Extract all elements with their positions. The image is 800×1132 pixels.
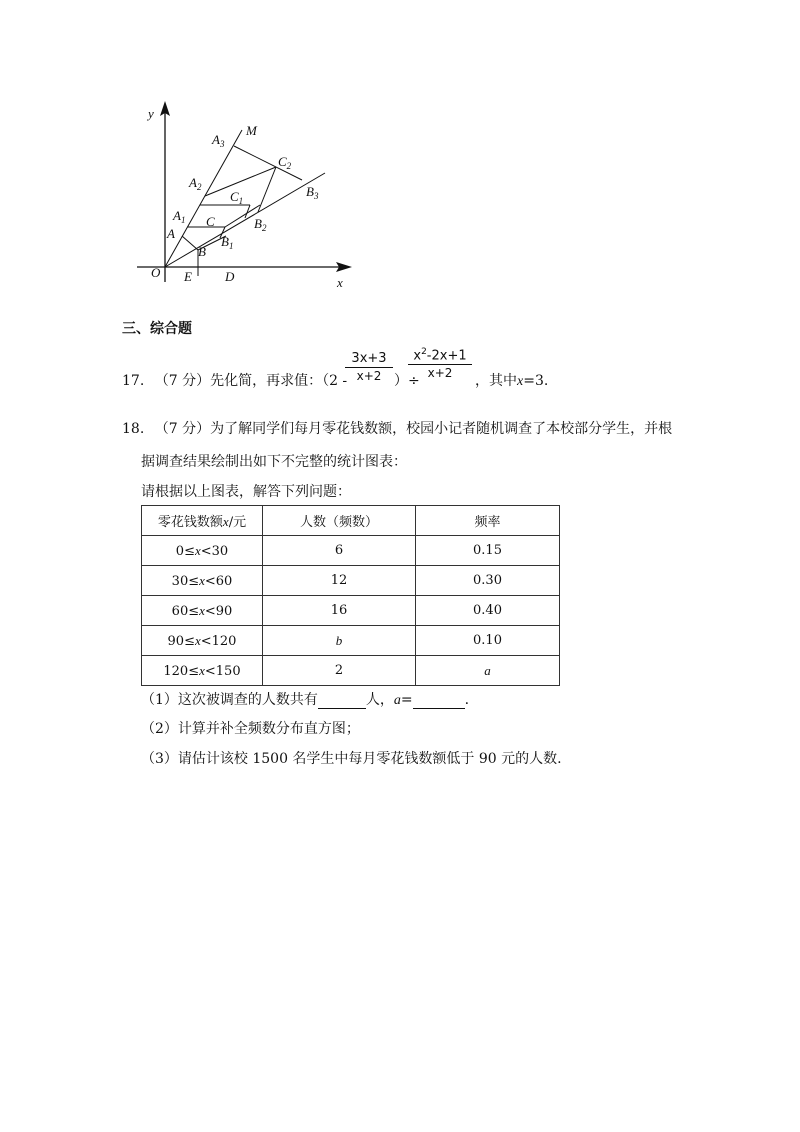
table-row <box>142 596 560 626</box>
fraction-1-denominator: x+2 <box>345 367 393 383</box>
fraction-2-numerator: $x^2-2x+1$ <box>413 347 467 364</box>
label-c2: $C_2$ <box>278 154 292 171</box>
table-row <box>142 626 560 656</box>
cell-range: 0≤x<30 <box>142 536 263 566</box>
seg-a2-link <box>205 167 276 196</box>
q17-text: 先化简，再求值： <box>210 373 323 389</box>
label-b2: $B_2$ <box>254 216 267 233</box>
label-x: x <box>337 275 343 290</box>
q18-line3: 请根据以上图表，解答下列问题： <box>141 484 351 500</box>
q18-sub3: （3）请估计该校 1500 名学生中每月零花钱数额低于 90 元的人数. <box>141 751 562 767</box>
answer-blank-count[interactable] <box>318 694 366 709</box>
q17-fraction-2 <box>408 347 472 380</box>
q17-lead <box>122 370 347 390</box>
label-a1: $A_1$ <box>173 208 186 225</box>
label-e: E <box>184 269 192 284</box>
q18-number: 18. <box>122 421 145 437</box>
label-b3: $B_3$ <box>306 184 319 201</box>
header-frequency: 频率 <box>416 506 560 536</box>
cell-frequency: 0.30 <box>416 566 560 596</box>
cell-frequency: 0.10 <box>416 626 560 656</box>
q18-sub1: （1）这次被调查的人数共有 人，a= . <box>141 692 470 708</box>
q17-number: 17. <box>122 373 145 389</box>
table-header-row <box>142 506 560 536</box>
label-b: B <box>198 244 206 259</box>
q18-sub2: （2）计算并补全频数分布直方图； <box>141 721 360 737</box>
q17-open: （2 - <box>322 373 348 389</box>
fraction-1-numerator: 3x+3 <box>351 351 387 366</box>
label-y: y <box>148 106 154 121</box>
label-a2: $A_2$ <box>189 175 202 192</box>
cell-count: b <box>263 626 416 656</box>
seg-ab <box>182 236 198 250</box>
label-a3: $A_3$ <box>212 132 225 149</box>
cell-frequency: a <box>416 656 560 686</box>
cell-frequency: 0.40 <box>416 596 560 626</box>
seg-a3b3 <box>234 146 302 180</box>
q17-fraction-1 <box>345 351 393 383</box>
cell-count: 12 <box>263 566 416 596</box>
q18-line2: 据调查结果绘制出如下不完整的统计图表： <box>141 454 407 470</box>
cell-range: 30≤x<60 <box>142 566 263 596</box>
label-o: O <box>151 265 161 280</box>
header-count: 人数（频数） <box>263 506 416 536</box>
cell-range: 120≤x<150 <box>142 656 263 686</box>
cell-count: 2 <box>263 656 416 686</box>
cell-frequency: 0.15 <box>416 536 560 566</box>
cell-count: 16 <box>263 596 416 626</box>
geometry-figure <box>0 0 400 300</box>
label-c1: $C_1$ <box>230 189 244 206</box>
q17-close-divide: ）÷ <box>394 373 420 389</box>
cell-range: 60≤x<90 <box>142 596 263 626</box>
table-row <box>142 536 560 566</box>
fraction-2-denominator: x+2 <box>408 364 472 380</box>
header-amount: 零花钱数额x/元 <box>142 506 263 536</box>
section-title: 三、综合题 <box>122 321 192 337</box>
answer-blank-a[interactable] <box>413 694 465 709</box>
label-m: M <box>246 123 257 138</box>
label-a: A <box>167 226 175 241</box>
q17-tail: ，其中x=3. <box>475 373 549 389</box>
table-row <box>142 566 560 596</box>
cell-range: 90≤x<120 <box>142 626 263 656</box>
q18-line1 <box>122 418 672 438</box>
label-b1: $B_1$ <box>221 234 234 251</box>
q18-text: 为了解同学们每月零花钱数额，校园小记者随机调查了本校部分学生，并根 <box>210 421 673 437</box>
frequency-table <box>141 505 560 686</box>
q17-score: （7 分） <box>154 373 211 389</box>
label-d: D <box>225 269 235 284</box>
table-row <box>142 656 560 686</box>
label-c: C <box>206 214 215 229</box>
cell-count: 6 <box>263 536 416 566</box>
q18-score: （7 分） <box>154 421 211 437</box>
